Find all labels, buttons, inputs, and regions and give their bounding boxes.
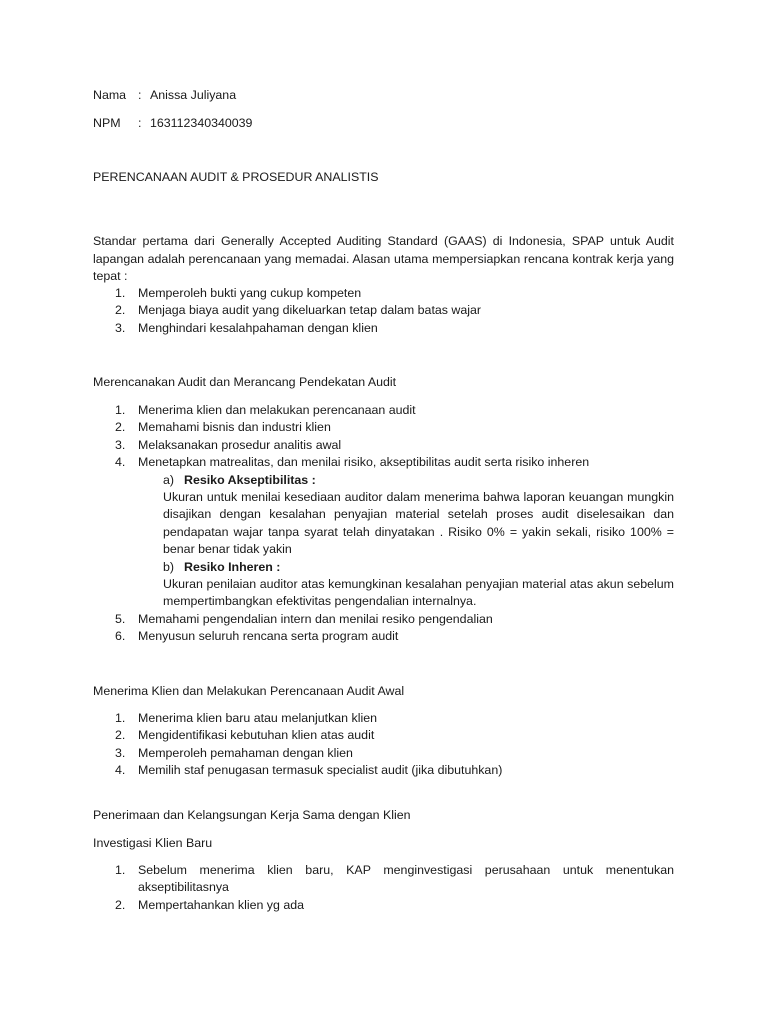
list-number: 4. (115, 763, 126, 778)
sub-item-letter: a) (163, 472, 175, 487)
list-item (93, 762, 674, 779)
list-number: 1. (115, 711, 126, 725)
sub-item-text: Ukuran penilaian auditor atas kemungkinan kesalahan penyajian material atas akun sebelum mempertimbangkan efektivitas pengendalian internalnya. (163, 577, 674, 609)
list-number: 4. (115, 455, 126, 470)
list-item (93, 285, 674, 302)
list-item-text: Memperoleh bukti yang cukup kompeten (138, 286, 362, 300)
list-item-text: Menetapkan matrealitas, dan menilai risiko, akseptibilitas audit serta risiko inheren (138, 455, 590, 470)
list-item-text: Memahami pengendalian intern dan menilai resiko pengendalian (138, 611, 493, 626)
list-item (93, 402, 674, 419)
sub-item-text: Ukuran untuk menilai kesediaan auditor dalam menerima bahwa laporan keuangan mungkin disajikan dengan kesalahan penyajian material setelah proses audit diselesaikan dan pendapatan wajar tanpa syarat telah dinyatakan . Risiko 0% = yakin sekali, risiko 100% = benar benar tidak yakin (163, 490, 674, 557)
list-item-text: Sebelum menerima klien baru, KAP menginvestigasi perusahaan untuk menentukan akseptibilitasnya (138, 863, 674, 895)
list-item-text: Memahami bisnis dan industri klien (138, 420, 331, 435)
list-item (93, 628, 674, 645)
list-item (93, 727, 674, 744)
sub-item-title-row (163, 472, 674, 489)
list-item-text: Menerima klien dan melakukan perencanaan audit (138, 403, 416, 417)
sub-item-title: Resiko Inheren : (184, 559, 281, 574)
list-item-text: Menerima klien baru atau melanjutkan klien (138, 711, 377, 725)
list-number: 1. (115, 863, 126, 877)
name-value: Anissa Juliyana (150, 88, 237, 102)
planning-steps-list (93, 402, 674, 646)
list-item (93, 710, 674, 727)
list-item-text: Memperoleh pemahaman dengan klien (138, 745, 353, 760)
list-item (93, 611, 674, 628)
list-number: 3. (115, 745, 126, 760)
list-item (93, 454, 674, 611)
sub-item-title-row (163, 559, 674, 576)
list-number: 2. (115, 303, 126, 318)
name-label: Nama (93, 88, 127, 102)
list-item-text: Menghindari kesalahpahaman dengan klien (138, 320, 378, 335)
list-item-text: Mempertahankan klien yg ada (138, 897, 304, 912)
list-item (93, 862, 674, 897)
npm-colon: : (138, 116, 142, 130)
list-number: 2. (115, 897, 126, 912)
list-number: 3. (115, 437, 126, 452)
name-colon: : (138, 88, 142, 102)
list-number: 3. (115, 320, 126, 335)
section-heading-client-acceptance: Menerima Klien dan Melakukan Perencanaan Audit Awal (93, 684, 405, 698)
section-heading-planning: Merencanakan Audit dan Merancang Pendekatan Audit (93, 375, 397, 389)
subheading-new-client-investigation: Investigasi Klien Baru (93, 836, 213, 850)
list-item-text: Menjaga biaya audit yang dikeluarkan tetap dalam batas wajar (138, 303, 482, 318)
section-heading-continuation: Penerimaan dan Kelangsungan Kerja Sama dengan Klien (93, 808, 411, 822)
npm-value: 163112340340039 (150, 116, 253, 130)
sub-item-title: Resiko Akseptibilitas : (184, 472, 316, 487)
sub-item-inherent-risk (163, 559, 674, 611)
sub-item-letter: b) (163, 559, 175, 574)
npm-label: NPM (93, 116, 121, 130)
list-item (93, 437, 674, 454)
document-title: PERENCANAAN AUDIT & PROSEDUR ANALISTIS (93, 170, 379, 184)
list-item-text: Memilih staf penugasan termasuk specialist audit (jika dibutuhkan) (138, 763, 503, 778)
list-number: 2. (115, 728, 126, 743)
list-item (93, 302, 674, 319)
list-number: 6. (115, 629, 126, 644)
list-number: 2. (115, 420, 126, 435)
list-item (93, 419, 674, 436)
list-item (93, 897, 674, 914)
list-number: 1. (115, 403, 126, 417)
list-number: 5. (115, 611, 126, 626)
investigation-list (93, 862, 674, 914)
list-item (93, 320, 674, 337)
list-number: 1. (115, 286, 126, 300)
intro-paragraph: Standar pertama dari Generally Accepted Auditing Standard (GAAS) di Indonesia, SPAP untuk Audit lapangan adalah perencanaan yang memadai. Alasan utama mempersiapkan rencana kontrak kerja yang tepat : (93, 234, 674, 284)
list-item-text: Mengidentifikasi kebutuhan klien atas audit (138, 728, 375, 743)
list-item (93, 745, 674, 762)
sub-item-risk-acceptability (163, 472, 674, 559)
list-item-text: Melaksanakan prosedur analitis awal (138, 437, 342, 452)
client-acceptance-list (93, 710, 674, 780)
reasons-list (93, 285, 674, 337)
list-item-text: Menyusun seluruh rencana serta program audit (138, 629, 399, 644)
